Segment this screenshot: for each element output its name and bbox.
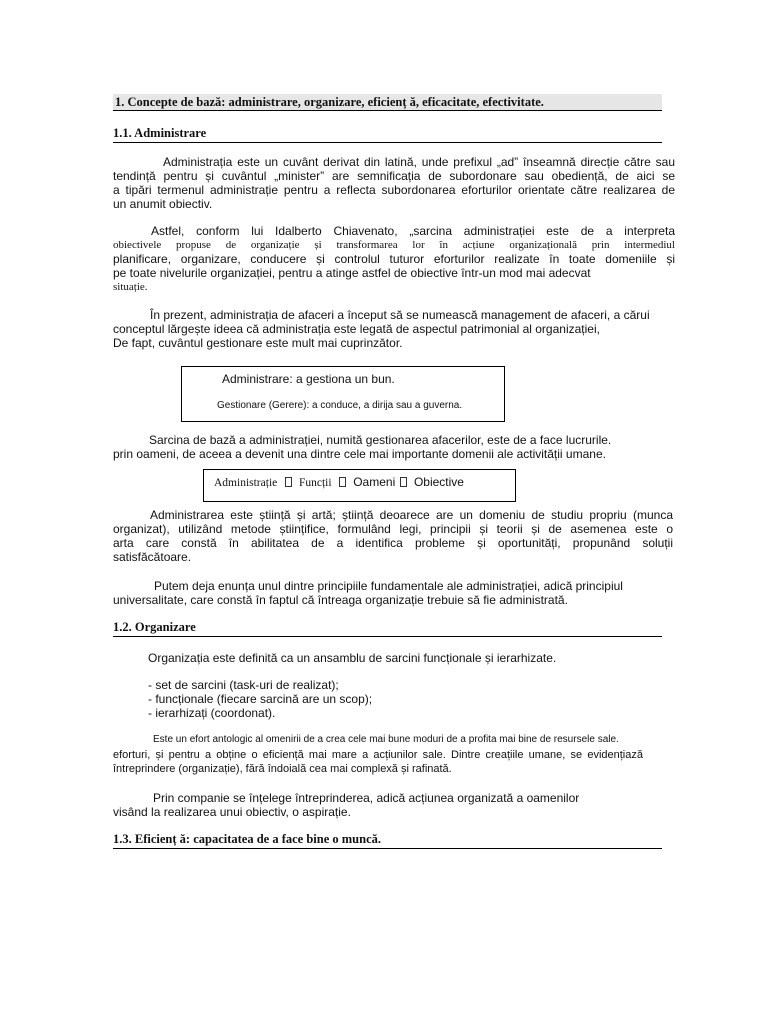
paragraph-chiavenato [113, 224, 675, 294]
list-item: - set de sarcini (task-uri de realizat); [148, 678, 339, 692]
text-line: planificare, organizare, conducere și controlul tuturor eforturilor realizate în toate domeniile și [113, 252, 675, 266]
flow-item-obiective: Obiective [413, 475, 464, 489]
text-line: conceptul lărgește ideea că administrația este legată de aspectul patrimonial al organizației, [113, 322, 600, 336]
text-line: tendință pentru și cuvântul „minister” are semnificația de subordonare sau obediență, de aici se [113, 169, 675, 183]
list-item: - ierarhizați (coordonat). [148, 706, 276, 720]
text-line: Administrarea este știință și artă; știință deoarece are un domeniu de studiu propriu (munca [150, 508, 673, 522]
text-line: situație. [113, 281, 148, 293]
subsection-heading-eficienta: 1.3. Eficienț ă: capacitatea de a face bine o muncă. [113, 832, 662, 849]
text-line: Putem deja enunța unul dintre principiile fundamentale ale administrației, adică principiul [154, 579, 623, 593]
flow-item-functii: Funcții [298, 477, 332, 489]
text-line: Astfel, conform lui Idalberto Chiavenato, „sarcina administrației este de a interpreta [151, 224, 675, 238]
arrow-icon [400, 477, 407, 487]
text-line: obiectivele propuse de organizație și transformarea lor în acțiune organizațională prin intermediul [113, 239, 675, 251]
flow-item-oameni: Oameni [353, 475, 396, 489]
text-line: universalitate, care constă în faptul că întreaga organizație trebuie să fie administrată. [113, 593, 568, 607]
text-line: pe toate nivelurile organizației, pentru a atinge astfel de obiective într-un mod mai adecvat [113, 266, 591, 280]
subsection-heading-organizare: 1.2. Organizare [113, 620, 662, 637]
paragraph-organizatia [148, 651, 668, 665]
text-line: În prezent, administrația de afaceri a început să se numească management de afaceri, a cărui [150, 308, 650, 322]
text-line: întreprindere (organizație), fără îndoială cea mai complexă și rafinată. [113, 763, 452, 775]
text-line: Administrația este un cuvânt derivat din latină, unde prefixul „ad” înseamnă direcție către sau [163, 155, 675, 169]
paragraph-in-prezent [113, 308, 661, 350]
subsection-heading-administrare: 1.1. Administrare [113, 126, 662, 143]
definition-box [181, 366, 505, 422]
paragraph-efort-small [153, 733, 653, 747]
flow-item-administratie: Administrație [214, 477, 278, 489]
text-line: visând la realizarea unui obiectiv, o aspirație. [113, 805, 351, 819]
text-line: Sarcina de bază a administrației, numită gestionarea afacerilor, este de a face lucrurile. [149, 433, 612, 447]
flow-box [203, 469, 516, 502]
text-line: a tipări termenul administrație pentru a reflecta subordonarea eforturilor orientate către realizarea de [113, 183, 675, 197]
text-line: Organizația este definită ca un ansamblu de sarcini funcționale și ierarhizate. [148, 651, 557, 665]
arrow-icon [285, 477, 292, 487]
text-line: De fapt, cuvântul gestionare este mult mai cuprinzător. [113, 336, 403, 350]
text-line: arta care constă în abilitatea de a identifica probleme și oportunități, propunând soluții [113, 536, 673, 550]
text-line: Prin companie se înțelege întreprinderea, adică acțiunea organizată a oamenilor [153, 791, 580, 805]
text-line: un anumit obiectiv. [113, 197, 213, 211]
paragraph-administratia [113, 155, 675, 211]
text-line: prin oameni, de aceea a devenit una dintre cele mai importante domenii ale activității umane. [113, 447, 606, 461]
definition-gestionare: Gestionare (Gerere): a conduce, a dirija sau a guverna. [217, 400, 463, 411]
flow-chain [214, 475, 464, 489]
paragraph-sarcina [113, 433, 675, 461]
paragraph-principii [113, 579, 653, 607]
text-line: organizat), utilizând metode științifice, formulând legi, principii și teorii și de asemenea este o [113, 522, 673, 536]
text-line: Este un efort antologic al omenirii de a crea cele mai bune moduri de a profita mai bine de resursele sale. [153, 734, 619, 745]
text-line: eforturi, și pentru a obține o eficiență mai mare a acțiunilor sale. Dintre creațiile umane, se evidențiază [113, 749, 643, 761]
paragraph-stiinta-arta [113, 508, 673, 564]
list-item: - funcționale (fiecare sarcină are un scop); [148, 692, 373, 706]
text-line: satisfăcătoare. [113, 550, 192, 564]
definition-administrare: Administrare: a gestiona un bun. [222, 372, 395, 386]
arrow-icon [339, 477, 346, 487]
paragraph-efort [113, 748, 643, 776]
section-heading-1: 1. Concepte de bază: administrare, organizare, eficienț ă, eficacitate, efectivitate. [113, 94, 662, 111]
list-characteristics [148, 678, 548, 720]
paragraph-companie [113, 791, 613, 819]
